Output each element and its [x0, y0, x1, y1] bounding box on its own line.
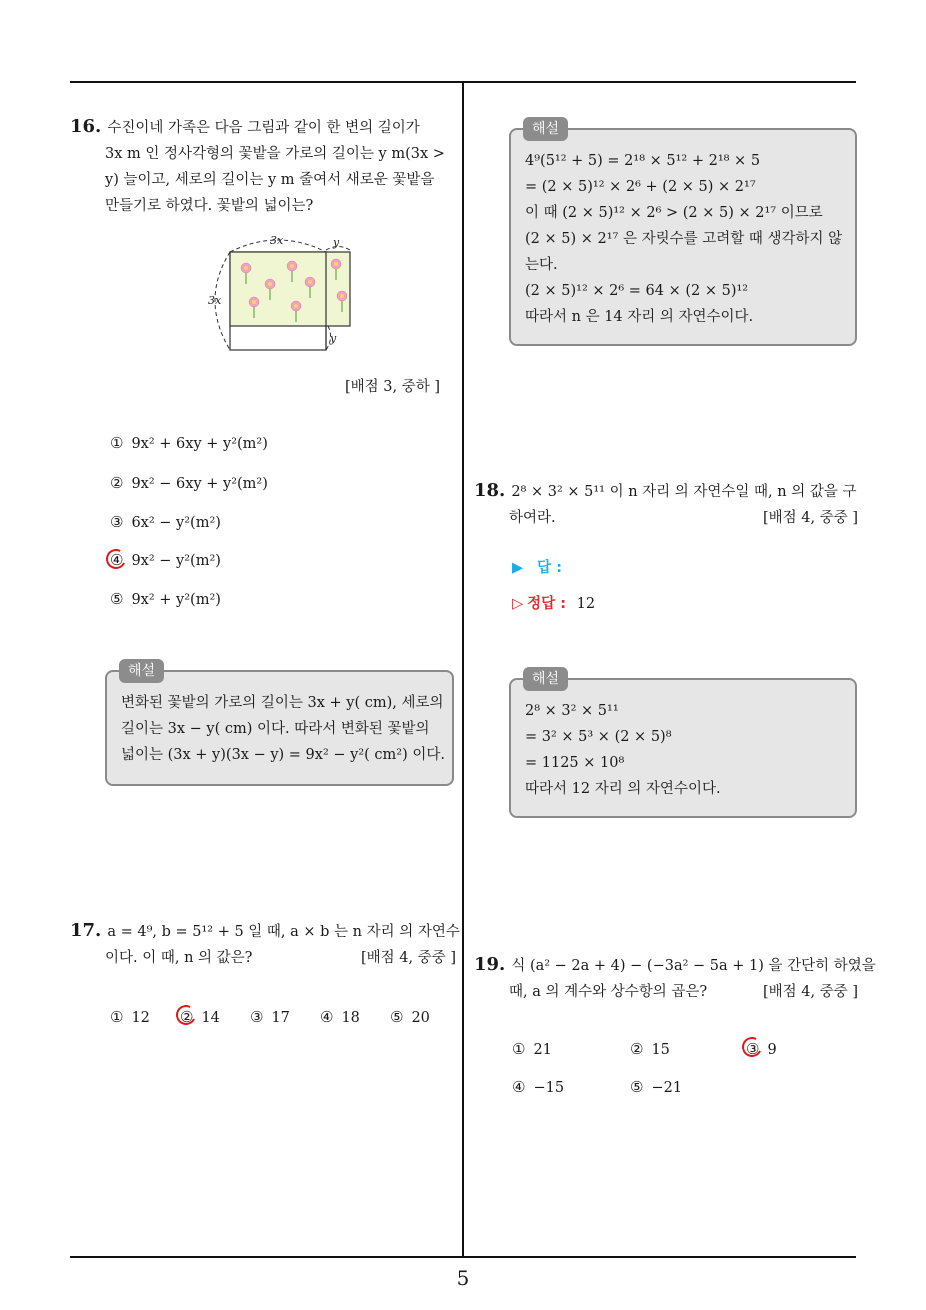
q17-solution-box: [509, 121, 857, 346]
q19-line-2: 때, a 의 계수와 상수항의 곱은?: [509, 984, 708, 1000]
q16-choice-1[interactable]: ① 9x² + 6xy + y²(m²): [110, 434, 268, 452]
label-top: 3x: [270, 234, 284, 247]
q16-choice-5[interactable]: ⑤ 9x² + y²(m²): [110, 590, 221, 608]
page-number: 5: [456, 1266, 470, 1290]
question-18: [474, 478, 858, 531]
q16-solution-line-3: 넓이는 (3x + y)(3x − y) = 9x² − y²( cm²) 이다.: [121, 747, 445, 763]
q16-solution-tag: 해설: [119, 659, 164, 683]
q18-solution-line-4: 따라서 12 자리 의 자연수이다.: [525, 781, 721, 797]
bottom-rule: [70, 1256, 856, 1258]
column-divider: [462, 83, 464, 1256]
q18-solution-line-2: = 3² × 5³ × (2 × 5)⁸: [525, 729, 672, 745]
q17-choice-3[interactable]: ③ 17: [250, 1008, 290, 1026]
q18-line-1: 2⁸ × 3² × 5¹¹ 이 n 자리 의 자연수일 때, n 의 값을 구: [511, 484, 857, 500]
q17-solution-line-4: (2 × 5) × 2¹⁷ 은 자릿수를 고려할 때 생각하지 않: [525, 231, 843, 247]
label-bottom-right: y: [330, 332, 337, 345]
q17-solution-line-7: 따라서 n 은 14 자리 의 자연수이다.: [525, 309, 754, 325]
q18-correct-label: 정답 :: [527, 596, 567, 612]
outline-arrow-icon: ▷: [512, 596, 524, 612]
q18-line-2: 하여라.: [509, 510, 556, 526]
q16-choice-2[interactable]: ② 9x² − 6xy + y²(m²): [110, 474, 268, 492]
q16-solution-line-2: 길이는 3x − y( cm) 이다. 따라서 변화된 꽃밭의: [121, 721, 430, 737]
q18-correct-value: 12: [576, 596, 596, 612]
question-17: [70, 918, 460, 971]
q17-choice-2[interactable]: ② 14: [180, 1008, 220, 1026]
q16-choice-3[interactable]: ③ 6x² − y²(m²): [110, 513, 221, 531]
q16-score: [배점 3, 중하 ]: [345, 379, 441, 395]
q18-solution-box: [509, 671, 857, 818]
q18-number: 18.: [474, 480, 506, 501]
q16-line-2: 3x m 인 정사각형의 꽃밭을 가로의 길이는 y m(3x >: [105, 146, 445, 162]
q18-solution-line-1: 2⁸ × 3² × 5¹¹: [525, 703, 619, 719]
q19-number: 19.: [474, 954, 506, 975]
q18-score: [배점 4, 중중 ]: [762, 510, 858, 526]
q17-score: [배점 4, 중중 ]: [360, 950, 456, 966]
q16-line-3: y) 늘이고, 세로의 길이는 y m 줄여서 새로운 꽃밭을: [105, 172, 435, 188]
q18-correct-row: [512, 592, 595, 613]
q19-choice-4[interactable]: ④ −15: [512, 1078, 565, 1096]
q16-line-1: 16. 수진이네 가족은 다음 그림과 같이 한 변의 길이가: [70, 116, 420, 137]
q19-choice-2[interactable]: ② 15: [630, 1040, 670, 1058]
flower-garden-figure: [196, 230, 366, 360]
q18-solution-line-3: = 1125 × 10⁸: [525, 755, 625, 771]
q18-answer-label: 답 :: [537, 560, 563, 576]
q18-solution-tag: 해설: [523, 667, 568, 691]
q19-choice-1[interactable]: ① 21: [512, 1040, 552, 1058]
q16-solution-line-1: 변화된 꽃밭의 가로의 길이는 3x + y( cm), 세로의: [121, 695, 444, 711]
q16-solution-box: [105, 663, 454, 786]
q17-solution-line-5: 는다.: [525, 257, 558, 273]
q17-line-1: a = 4⁹, b = 5¹² + 5 일 때, a × b 는 n 자리 의 자연수: [107, 924, 460, 940]
q17-line-2: 이다. 이 때, n 의 값은?: [105, 950, 253, 966]
question-19: [474, 952, 876, 1005]
question-16: [70, 114, 456, 219]
q19-line-1: 식 (a² − 2a + 4) − (−3a² − 5a + 1) 을 간단히 하였을: [511, 958, 876, 974]
label-left: 3x: [208, 294, 222, 307]
play-arrow-icon: ▶: [512, 560, 524, 576]
q17-solution-line-3: 이 때 (2 × 5)¹² × 2⁶ > (2 × 5) × 2¹⁷ 이므로: [525, 205, 823, 221]
q17-solution-tag: 해설: [523, 117, 568, 141]
q17-solution-line-6: (2 × 5)¹² × 2⁶ = 64 × (2 × 5)¹²: [525, 283, 749, 299]
q16-line-4: 만들기로 하였다. 꽃밭의 넓이는?: [105, 198, 314, 214]
q17-number: 17.: [70, 920, 102, 941]
q17-solution-line-2: = (2 × 5)¹² × 2⁶ + (2 × 5) × 2¹⁷: [525, 179, 756, 195]
q16-choice-4[interactable]: ④ 9x² − y²(m²): [110, 551, 221, 569]
label-top-right: y: [333, 236, 340, 249]
q19-choice-5[interactable]: ⑤ −21: [630, 1078, 683, 1096]
q19-score: [배점 4, 중중 ]: [762, 984, 858, 1000]
q17-choice-1[interactable]: ① 12: [110, 1008, 150, 1026]
q17-choice-4[interactable]: ④ 18: [320, 1008, 360, 1026]
q19-choice-3[interactable]: ③ 9: [746, 1040, 777, 1058]
q17-choice-5[interactable]: ⑤ 20: [390, 1008, 430, 1026]
q18-answer-row[interactable]: [512, 556, 562, 577]
q17-solution-line-1: 4⁹(5¹² + 5) = 2¹⁸ × 5¹² + 2¹⁸ × 5: [525, 153, 761, 169]
q16-number: 16.: [70, 116, 102, 137]
